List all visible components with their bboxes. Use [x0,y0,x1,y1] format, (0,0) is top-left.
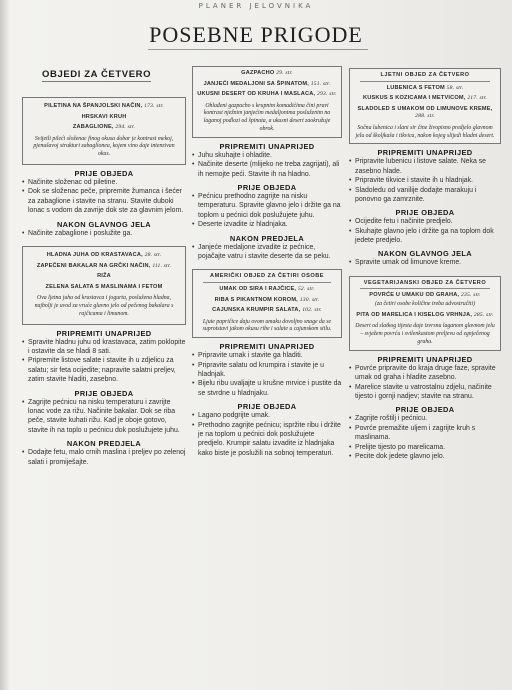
menu-box [349,276,501,351]
list-item: • Pripravite tikvice i stavite ih u hladnjak. [349,176,501,185]
menu-dish: LUBENICA S FETOM 58. str. [386,84,464,91]
menu-dish: ZABAGLIONE, 294. str. [72,124,136,131]
menu-box [192,66,342,138]
list-item: • Dok se složenac peče, pripremite žumanca i šećer za zabaglione i stavite na stranu. Stavite duboki lonac s vodom da zavrije dok ste za glavnim jelom. [22,187,186,215]
step-heading: PRIJE OBJEDA [237,183,297,193]
list-item: • Zagrijte pećnicu na nisku temperaturu i zavrijte lonac vode za rižu. Načinite bakalar. Dok se riba peče, stavite kuhati rižu. Kad je oboje gotovo, stavite ih na toplo u pećnicu dok poslužujete juhu. [22,398,186,436]
step-list [349,157,501,204]
step-list [192,151,342,179]
menu-note: Svijetli pileći složenac finog okusa dobar je kontrast mekoj, pjenušavoj strukturi zabaglionea, kojem vino daje intenzivan okus. [33,135,175,158]
step-heading: PRIPREMITI UNAPRIJED [56,328,152,338]
menu-dish: PILETINA NA ŠPANJOLSKI NAČIN, 173. str. [44,103,164,109]
list-item: • Pecite dok jedete glavno jelo. [349,452,501,461]
step-heading: PRIJE OBJEDA [395,208,455,218]
list-item: • Dodajte fetu, malo crnih maslina i preljev po zelenoj salati i promiješajte. [22,448,186,467]
step-heading: PRIPREMITI UNAPRIJED [377,354,473,364]
list-item: • Pripremite listove salate i stavite ih u zdjelicu za salatu; sir feta ocijedite; napravite salatni preljev, zatim stavite hladiti, zasebno. [22,356,186,384]
menu-dish: PITA OD MARELICA I KISELOG VRHNJA, 285. str. [356,311,494,318]
instructions [22,329,186,467]
step-list [349,258,501,267]
running-header: PLANER JELOVNIKA [198,2,314,10]
step-list [192,192,342,230]
list-item: • Zagrijte roštilj i pećnicu. [349,414,501,423]
instructions [192,342,342,458]
step-list [22,229,186,238]
step-heading: PRIJE OBJEDA [395,405,455,415]
instructions [349,355,501,462]
step-heading: PRIJE OBJEDA [237,402,297,412]
menu-box-heading: VEGETARIJANSKI OBJED ZA ČETVERO [360,280,490,290]
step-heading: NAKON PREDJELA [66,439,142,449]
menu-box [22,246,186,325]
list-item: • Deserte izvadite iz hladnjaka. [192,220,342,229]
menu-dish: HRSKAVI KRUH [81,113,127,120]
list-item: • Spravite umak od limunove kreme. [349,258,501,267]
page-title: POSEBNE PRIGODE [149,22,363,47]
step-list [22,178,186,216]
list-item: • Načinite deserte (mlijeko ne treba zagrijati), ali ih nemojte peći. Stavite ih na hladno. [192,160,342,179]
instructions [349,148,501,268]
menu-dish: KUSKUS S KOZICAMA I METVICOM, 217. str. [362,95,487,102]
step-list [22,398,186,436]
list-item: • Prethodno zagrijte pećnicu; ispržite ribu i držite je na toplom u pećnici dok poslužujete predjelo. Krumpir salatu izvadite iz hladnjaka kako biste je poslužili na sobnoj temperaturi. [192,421,342,459]
list-item: • Povrće pripravite do kraja druge faze, spravite umak od graha i hladite zasebno. [349,364,501,383]
menu-dish: SLADOLED S UMAKOM OD LIMUNOVE KREME, 288. str. [357,105,493,120]
menu-dish: ZELENA SALATA S MASLINAMA I FETOM [45,283,163,290]
menu-dish: JANJEĆI MEDALJONI SA ŠPINATOM, 151. str. [203,80,331,87]
list-item: • Pripravite salatu od krumpira i stavite je u hladnjak. [192,361,342,380]
instructions [22,169,186,238]
step-heading: PRIPREMITI UNAPRIJED [377,148,473,158]
menu-dish: RIBA S PIKANTNOM KOROM, 130. str. [214,296,320,303]
column-1 [22,62,186,467]
step-heading: PRIPREMITI UNAPRIJED [219,141,315,151]
step-list [349,414,501,461]
list-item: • Povrće premažite uljem i zagrijte kruh s maslinama. [349,424,501,443]
section-title: OBJEDI ZA ČETVERO [42,69,152,80]
column-2 [192,62,342,458]
list-item: • Sladoledu od vanilije dodajte marakuju i ponovno ga zamrznite. [349,186,501,205]
step-heading: PRIJE OBJEDA [74,388,134,398]
menu-note: Ljute papričice daju ovom umaku dovoljno snage da se suprotstavi jakom okusu ribe i salate u cajunskom stilu. [202,318,332,333]
step-list [349,364,501,402]
menu-note: Sočna lubenica i slani sir čine živopisno predjelo glavnom jelu od školjkaša i tikvica, nakon kojeg slijedi hladni desert. [355,124,495,139]
list-item: • Ocijedite fetu i načinite predjelo. [349,217,501,226]
list-item: • Spravite hladnu juhu od krastavaca, zatim poklopite i ostavite da se hladi 8 sati. [22,338,186,357]
list-item: • Juhu skuhajte i ohladite. [192,151,342,160]
menu-box [349,68,501,144]
menu-dish-remark: (za četiri osobe količine treba udvostručiti) [374,300,476,307]
step-list [22,448,186,467]
step-heading: NAKON PREDJELA [229,233,305,243]
book-gutter-shadow [0,0,10,690]
list-item: • Načinite zabaglione i poslužite ga. [22,229,186,238]
list-item: • Pećnicu prethodno zagrijte na nisku temperaturu. Spravite glavno jelo i držite ga na toplom u pećnici dok poslužujete juhu. [192,192,342,220]
step-list [192,243,342,262]
step-heading: NAKON GLAVNOG JELA [377,249,473,259]
list-item: • Pripravite umak i stavite ga hladiti. [192,351,342,360]
menu-dish: ZAPEČENI BAKALAR NA GRČKI NAČIN, 111. str. [36,262,172,269]
menu-note: Ova ljetna juha od krastavca i jogurta, poslužena hladna, najbolji je uvod za vruće glavno jelo od pečenog bakalara s rajčicama i limunom. [34,295,174,317]
step-list [192,411,342,458]
list-item: • Lagano podgrijte umak. [192,411,342,420]
menu-dish: CAJUNSKA KRUMPIR SALATA, 102. str. [212,307,322,314]
menu-dish: RIŽA [97,273,111,280]
title-rule [148,49,368,50]
menu-dish: GAZPACHO 29. str. [241,70,293,76]
menu-dish: HLADNA JUHA OD KRASTAVACA, 28. str. [46,252,162,259]
menu-box-heading: LJETNI OBJED ZA ČETVERO [360,72,490,82]
list-item: • Pripravite lubenicu i listove salate. Neka se zasebno hlade. [349,157,501,176]
menu-note: Ohlađeni gazpacho s krupnim komadićima čini pravi kontrast nježnim janjećim medaljonima posluženim na laganoj podlozi od špinata, a ukusni desert zaokružuje obrok. [203,102,331,133]
step-list [22,338,186,385]
list-item: • Načinite složenac od piletine. [22,178,186,187]
instructions [192,142,342,262]
list-item: • Prelijte tijesto po marelicama. [349,443,501,452]
step-heading: PRIJE OBJEDA [74,169,134,179]
menu-box [192,269,342,338]
list-item: • Marelice stavite u vatrostalnu zdjelu, načinite tijesto i gornji nadjev; stavite na stranu. [349,383,501,402]
menu-box-heading: AMERIČKI OBJED ZA ČETIRI OSOBE [203,273,331,283]
step-heading: PRIPREMITI UNAPRIJED [219,342,315,352]
menu-dish: UKUSNI DESERT OD KRUHA I MASLACA, 293. str. [197,91,337,98]
menu-dish: POVRĆE U UMAKU OD GRAHA, 235. str. [369,292,481,299]
step-list [192,351,342,398]
menu-box [22,97,186,165]
list-item: • Bijelu ribu uvaljajte u krušne mrvice i pustite da se stvrdne u hladnjaku. [192,379,342,398]
menu-dish: UMAK OD SIRA I RAJČICE, 52. str. [219,285,315,292]
list-item: • Skuhajte glavno jelo i držite ga na toplom dok jedete predjelo. [349,227,501,246]
step-heading: NAKON GLAVNOG JELA [56,219,152,229]
menu-note: Desert od slatkog tijesta daje izvrsnu laganom glavnom jelu – svježem povrću i svilenkastom preljevu od zgnječenog graha. [355,323,495,345]
list-item: • Janjeće medaljone izvadite iz pećnice, pojačajte vatru i stavite deserte da se peku. [192,243,342,262]
step-list [349,217,501,245]
column-3 [349,62,501,461]
